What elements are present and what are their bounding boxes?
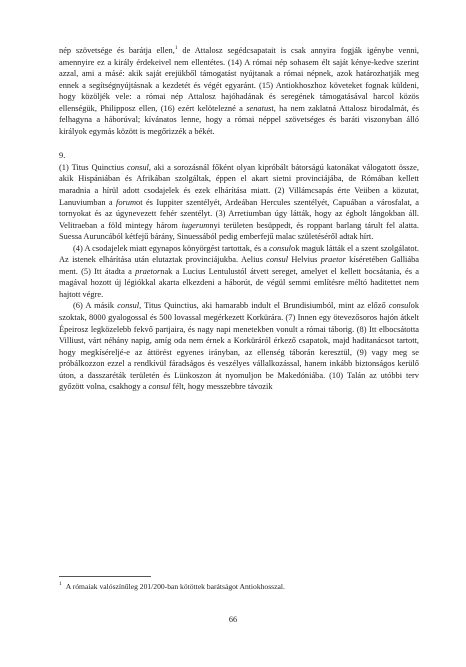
section-paragraph-3: (6) A másik consul, Titus Quinctius, aki hamarabb indult el Brundisiumból, mint az előző consulok szoktak, 8000 gyalogossal és 500 lovassal megérkezett Korkürára. (7) Innen egy ötevezősoros hajón átkelt Épeirosz legközelebb fekvő partjaira, és nagy napi menetekben vonult a római táborig. (8) Itt elbocsátotta Villiust, várt néhány napig, amíg oda nem érnek a Korküráról érkező csapatok, majd haditanácsot tartott, hogy megkíséreljé-e az áttörést egyenes irányban, az ellenség táborán keresztül, (9) vagy meg se próbálkozzon ezzel a rendkívül fáradságos és veszélyes vállalkozással, hanem inkább biztonságos kerülő úton, a dasszaréták területén és Lünkoszon át nyomuljon be Makedóniába. (10) Talán az utóbbi terv győzött volna, csakhogy a consul félt, hogy messzebbre távozik (59, 301, 419, 392)
main-text (59, 45, 419, 393)
section-number: 9. (59, 151, 66, 161)
paragraph-continuation: nép szövetsége és barátja ellen,$^1$ de Attalosz segédcsapatait is csak annyira fogják igénybe venni, amennyire ez a király érdekeivel nem ellentétes. (14) A római nép sohasem élt saját kénye-kedve szerint azzal, ami a másé: akik saját erejükből támogatást nyújtanak a római népnek, azok határozhatják meg ennek a segítségnyújtásnak a kezdetét és végét egyaránt. (15) Antiokhoszhoz követeket fognak küldeni, hogy közöljék vele: a római nép Attalosz hajóhadának és seregének támogatásával harcol közös ellenségük, Philipposz ellen, (16) ezért kelötelezné a senatust, ha nem zaklatná Attalosz birodalmát, és felhagyna a háborúval; kívánatos lenne, hogy a római néppel szövetséges és baráti viszonyban álló királyok egymás között is megőrizzék a békét. (59, 45, 420, 136)
footnote-marker: 1 (59, 581, 62, 588)
page-number: 66 (228, 615, 238, 624)
footnote-rule (59, 576, 151, 577)
section-paragraph-2: (4) A csodajelek miatt egynapos könyörgést tartottak, és a consulok maguk látták el a szent szolgálatot. Az istenek elhárítása után elutaztak provinciájukba. Aelius consul Helvius praetor kíséretében Galliába ment. (5) Itt átadta a praetornak a Lucius Lentulustól átvett sereget, amelyet el kellett bocsátania, és a magával hozott új légiókkal akarta elkezdeni a háborút, de végül semmi említésre méltó haditettet nem hajtott végre. (59, 243, 420, 299)
footnote-reference: 1 (174, 45, 178, 52)
footnote (59, 582, 419, 592)
section-paragraph-1: (1) Titus Quinctius consul, aki a sorozásnál főként olyan kipróbált bátorságú katonákat válogatott össze, akik Hispániában és Afrikában szolgáltak, éppen el akart sietni provinciájába, de Rómában kellett maradnia a hírül adott csodajelek és ezek elhárítása miatt. (2) Villámcsapás érte Veiiben a közutat, Lanuviumban a forumot és Iuppiter szentélyét, Ardeában Hercules szentélyét, Capuában a városfalat, a tornyokat és az úgynevezett fehér szentélyt. (3) Arretiumban úgy látták, hogy az égbolt lángokban áll. Velitraeban a föld mintegy három iugerumnyi területen besüppedt, és roppant barlang tárult fel alatta. Suessa Auruncából kétfejű bárány, Sinuessából pedig emberfejű malac születéséről adtak hírt. (59, 162, 420, 242)
footnote-text: A rómaiak valószínűleg 201/200-ban kötöttek barátságot Antiokhosszal. (65, 582, 285, 591)
